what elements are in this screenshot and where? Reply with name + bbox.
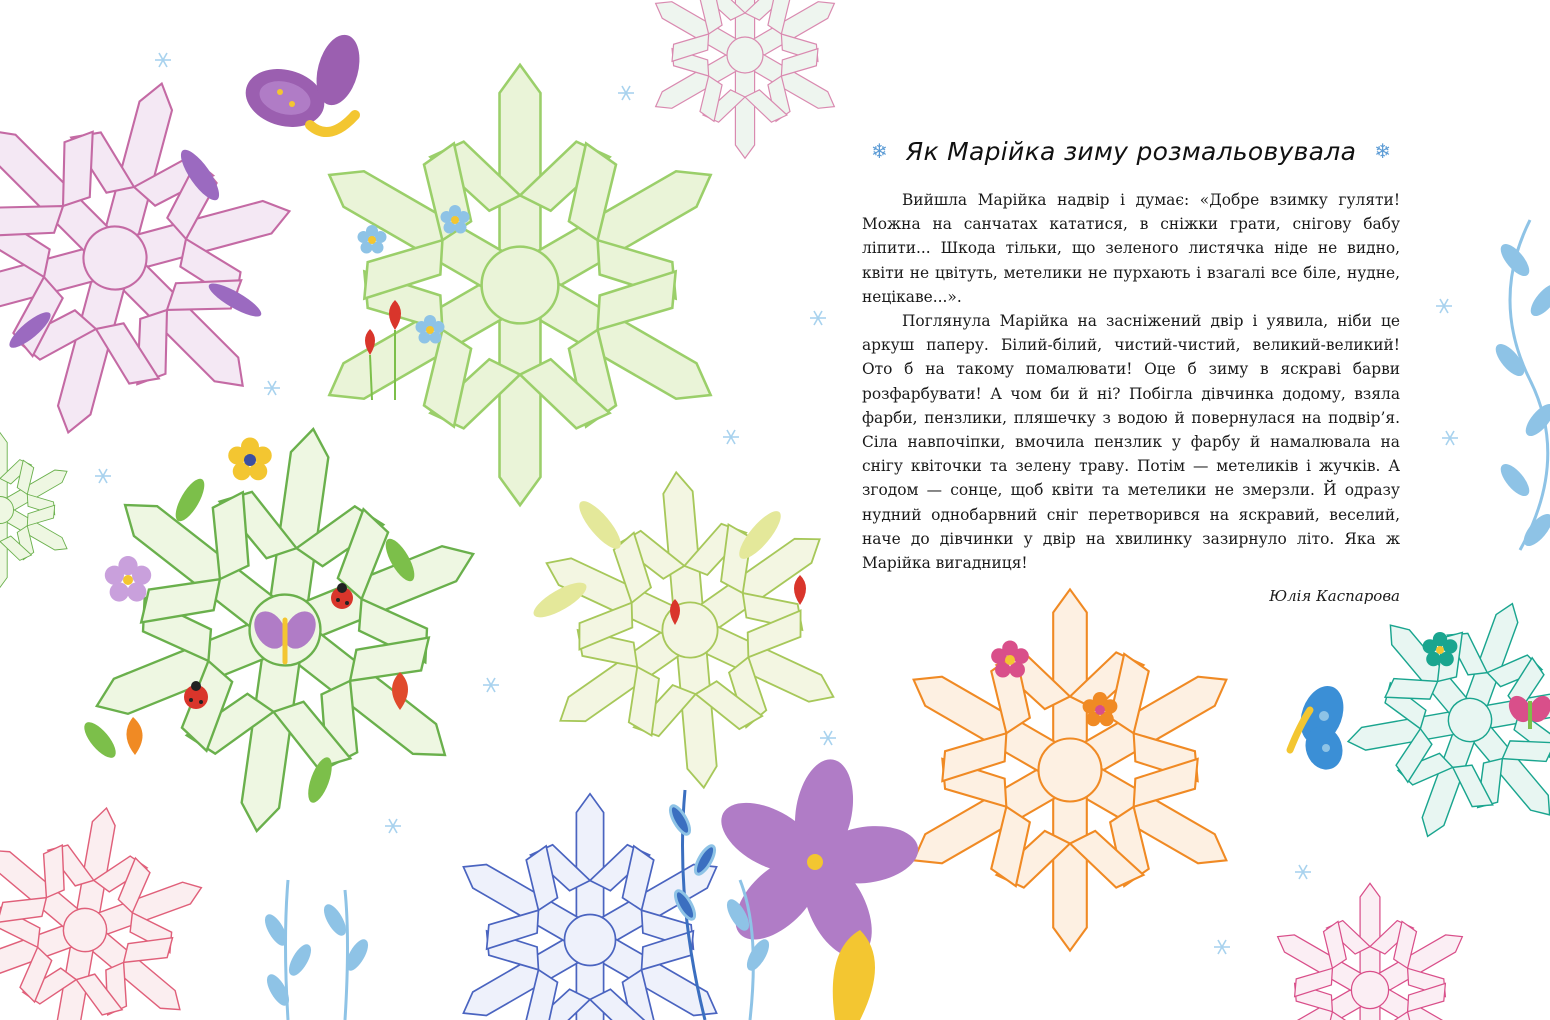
- flower-icon: [105, 556, 151, 602]
- snowflake-icon: [285, 65, 756, 505]
- story-paragraph: Поглянула Марійка на засніжений двір і уявила, ніби це аркуш паперу. Білий-білий, чистий-чистий, великий-великий! Ото б на такому помалювати! Оце б зиму в яскраві барви розфарбувати! А чом би й ні? Побігла дівчинка додому, взяла фарби, пензлики, пляшечку з водою й повернулася на подвір’я. Сіла навпочіпки, вмочила пензлик у фарбу й намалювала на снігу квіточки та зелену траву. Потім — метеликів і жучків. А згодом — сонце, щоб квіти та метелики не змерзли. Й одразу нудний однобарвний сніг перетворився на яскравий, веселий, наче до дівчинки у двір на хвилинку зазирнуло літо. Яка ж Марійка вигадниця!: [862, 312, 1400, 573]
- story-body: [862, 188, 1400, 575]
- story-block: [862, 128, 1400, 605]
- snowflake-icon: [508, 458, 873, 803]
- butterfly-icon: [1290, 680, 1351, 775]
- flower-icon: [991, 641, 1029, 678]
- snowflake-icon: [877, 589, 1263, 950]
- story-title: Як Марійка зиму розмальовувала: [905, 136, 1357, 166]
- snowflake-icon: ❄: [871, 139, 888, 163]
- story-paragraph: Вийшла Марійка надвір і думає: «Добре взимку гуляти! Можна на санчатах кататися, в сніжки грати, снігову бабу ліпити... Шкода тільки, що зеленого листячка ніде не видно, квіти не цвітуть, метелики не пурхають і взагалі все біле, нудне, нецікаве...».: [862, 191, 1400, 306]
- snowflake-icon: [0, 785, 237, 1020]
- butterfly-icon: [239, 30, 367, 135]
- snowflake-icon: [1256, 883, 1484, 1020]
- snowflake-icon: [434, 794, 747, 1020]
- snowflake-icon: [0, 433, 83, 588]
- vine-icon: [1493, 220, 1550, 550]
- flower-icon: [710, 755, 922, 968]
- snowflake-icon: ❄: [1374, 139, 1391, 163]
- title-row: [862, 128, 1400, 174]
- story-author: Юлія Каспарова: [1269, 587, 1400, 606]
- flower-icon: [228, 438, 272, 481]
- snowflake-icon: [635, 0, 856, 158]
